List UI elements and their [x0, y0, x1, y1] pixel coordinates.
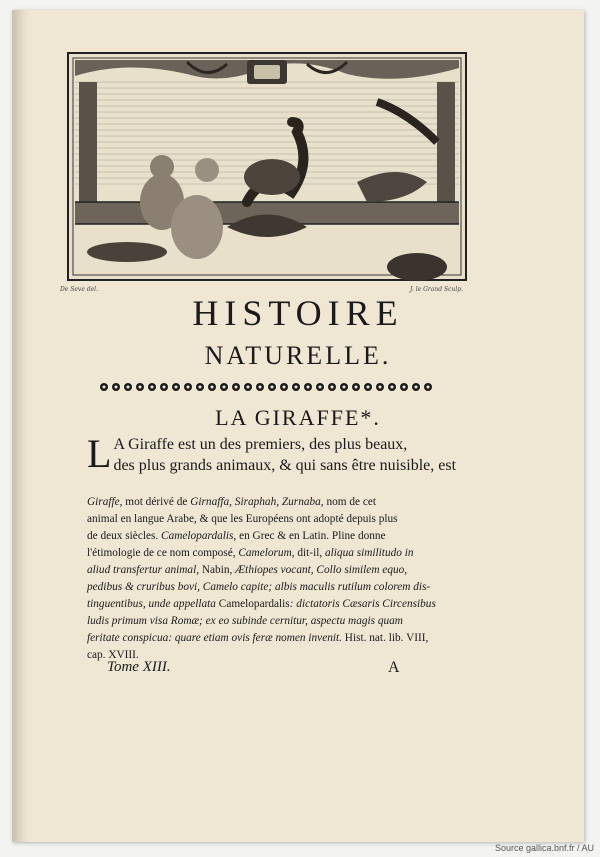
lead-line-1: A Giraffe est un des premiers, des plus beaux,: [113, 436, 408, 453]
footnote-line: feritate conspicua: quare etiam ovis feræ nomen invenit. Hist. nat. lib. VIII,: [87, 632, 429, 644]
footnote-line: l'étimologie de ce nom composé, Camelorum, dit-il, aliqua similitudo in: [87, 547, 414, 559]
footnote-line: de deux siècles. Camelopardalis, en Grec & en Latin. Pline donne: [87, 530, 386, 542]
engraving-credit-right: J. le Grand Sculp.: [410, 286, 463, 293]
source-attribution: Source gallica.bnf.fr / AU: [494, 843, 594, 853]
footnote: [87, 494, 477, 664]
title-histoire: HISTOIRE: [192, 293, 404, 333]
chapter-heading: LA GIRAFFE*.: [215, 405, 381, 430]
engraving-illustration: [67, 52, 467, 281]
footnote-line: cap. XVIII.: [87, 649, 139, 661]
lead-paragraph: [87, 431, 477, 476]
gathering-letter: A: [388, 659, 400, 676]
lead-line-2: des plus grands animaux, & qui sans être nuisible, est: [113, 457, 457, 474]
book-page: [12, 10, 584, 842]
footnote-line: Giraffe, mot dérivé de Girnaffa, Siraphah, Zurnaba, nom de cet: [87, 496, 377, 508]
title-naturelle: NATURELLE.: [204, 341, 392, 370]
footnote-line: pedibus & cruribus bovi, Camelo capite; albis maculis rutilum colorem dis-: [87, 581, 431, 593]
footnote-line: tinguentibus, unde appellata Camelopardalis: dictatoris Cæsaris Circensibus: [87, 598, 436, 610]
engraving-credit-left: De Seve del.: [60, 286, 98, 293]
footnote-line: animal en langue Arabe, & que les Européens ont adopté depuis plus: [87, 513, 398, 525]
footnote-line: aliud transfertur animal, Nabin, Æthiopes vocant, Collo similem equo,: [87, 564, 408, 576]
tome-signature: Tome XIII.: [107, 659, 171, 675]
drop-cap: L: [87, 431, 112, 476]
footnote-line: ludis primum visa Romæ; ex eo subinde cernitur, aspectu magis quam: [87, 615, 403, 627]
ornamental-rule: [98, 381, 438, 393]
